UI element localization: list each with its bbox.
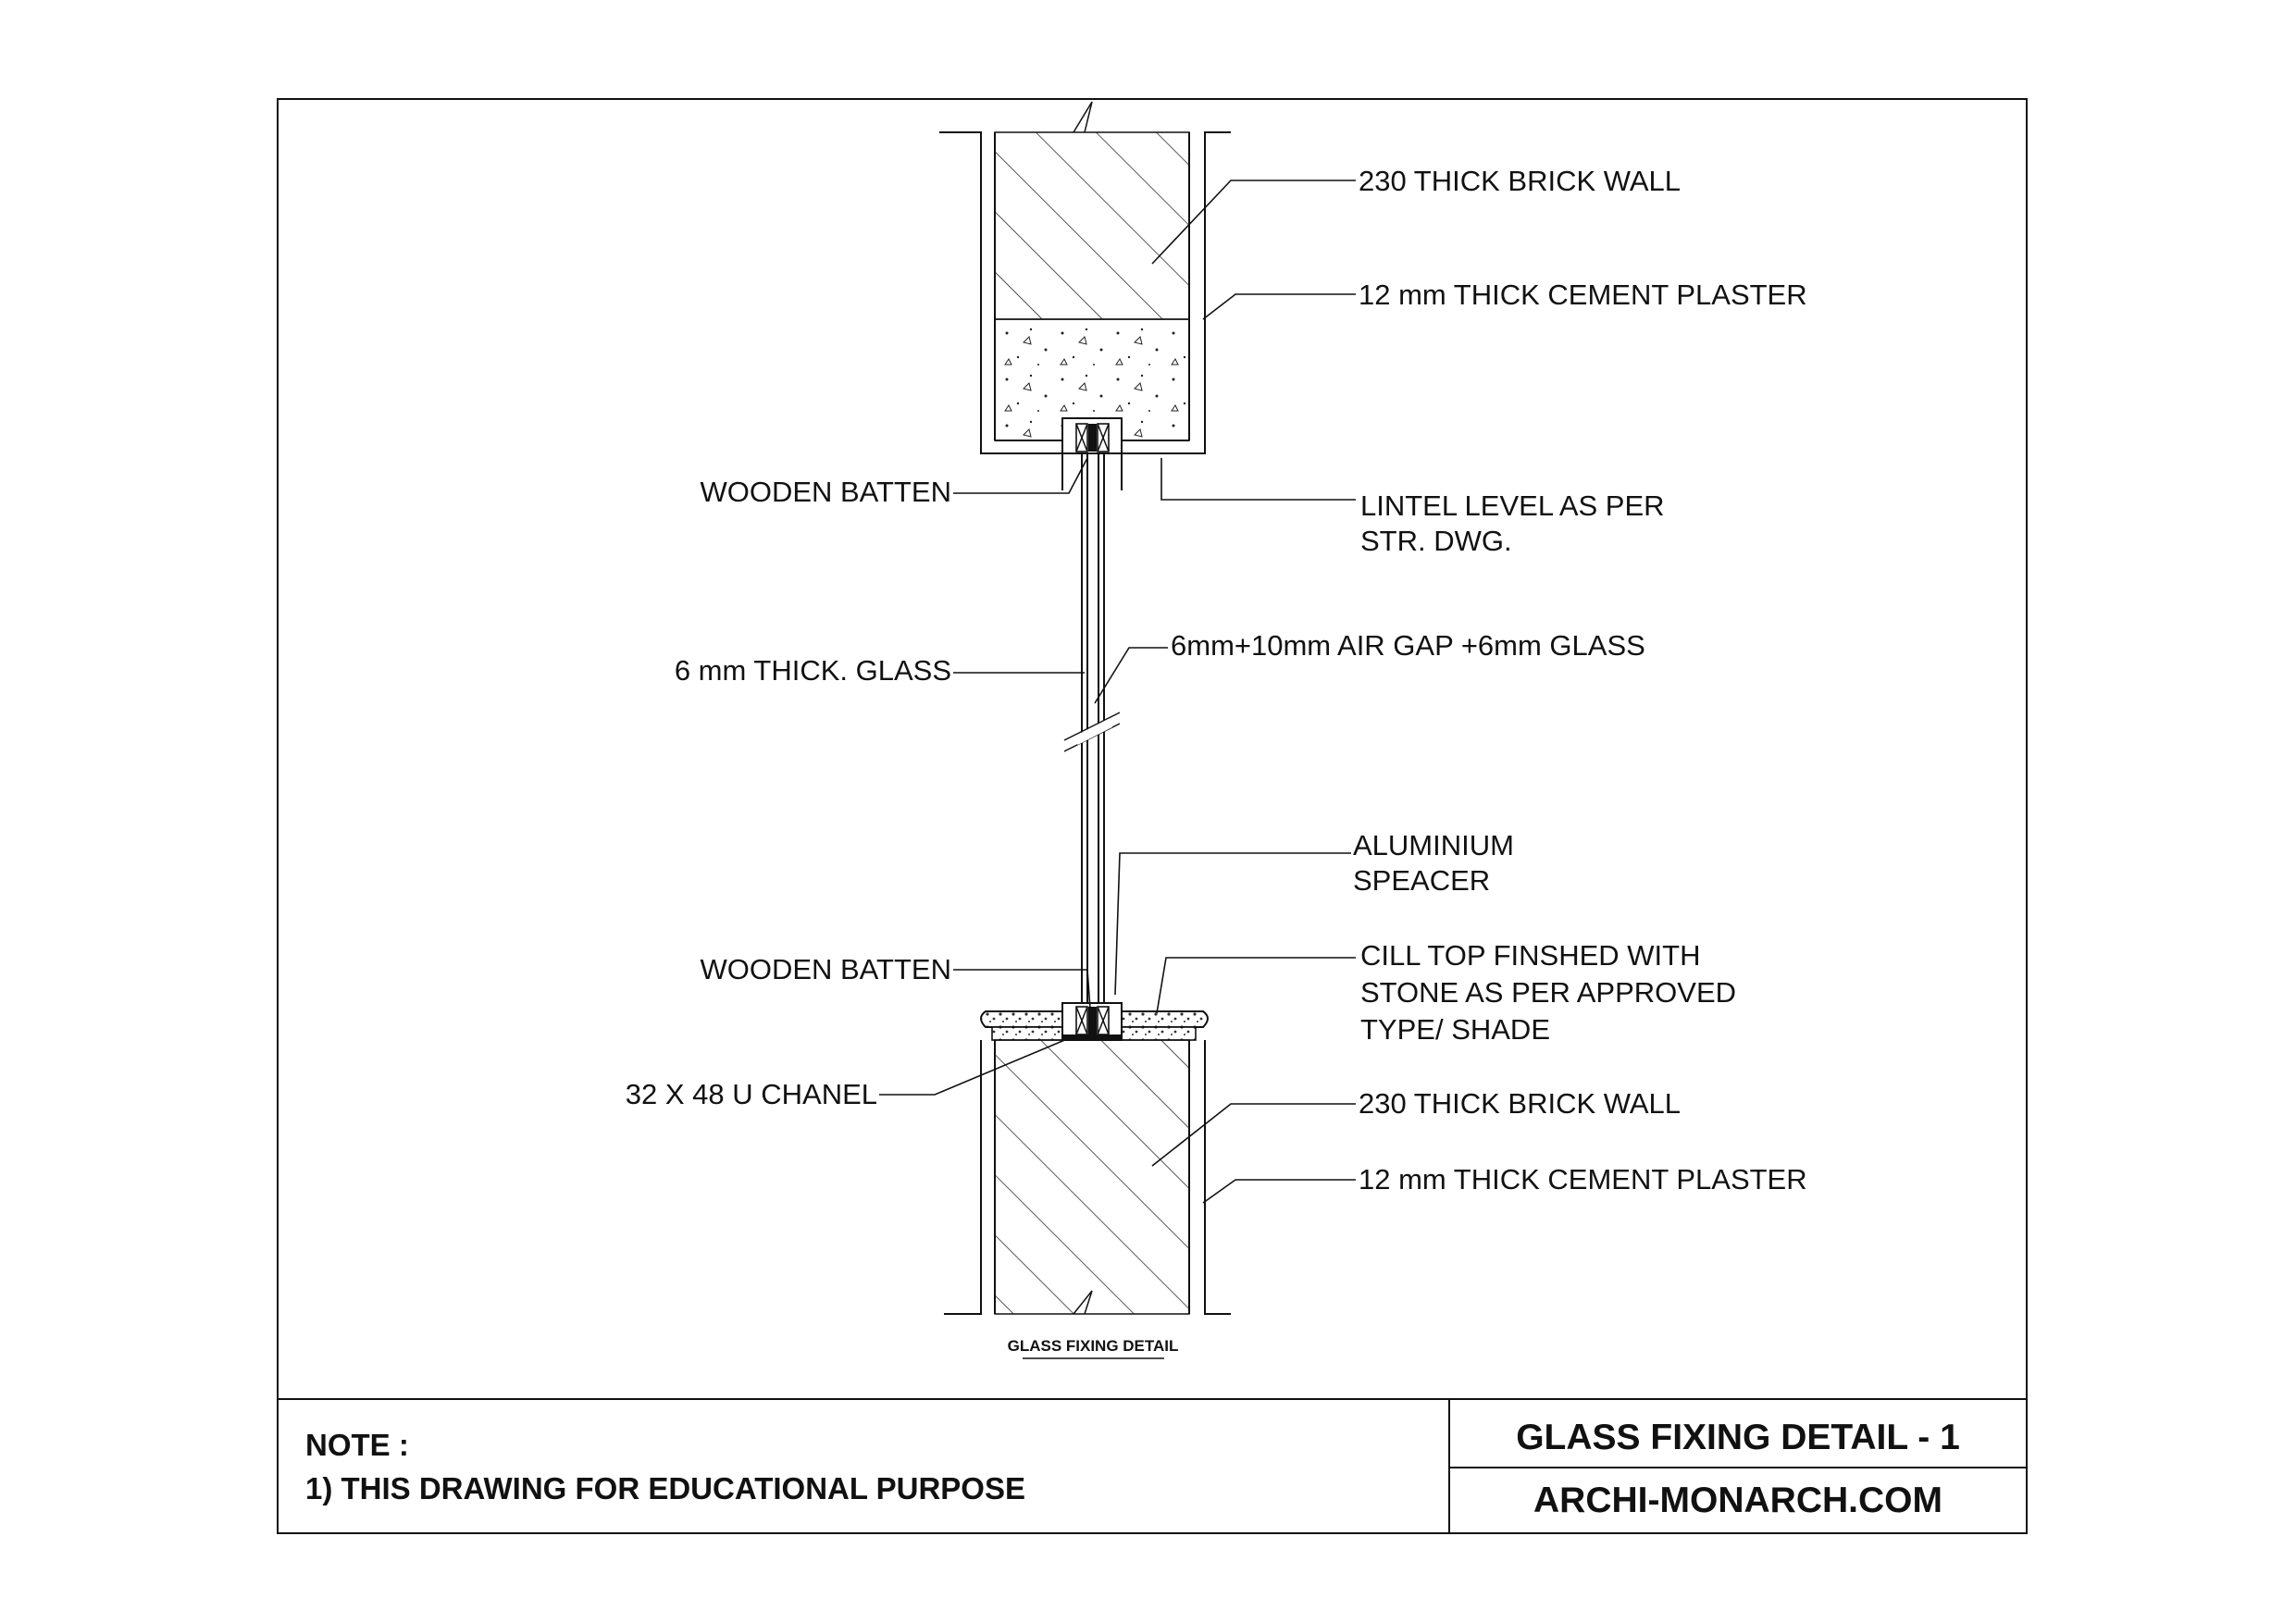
label-plaster-top: 12 mm THICK CEMENT PLASTER — [1359, 279, 1807, 311]
label-brick-wall-bottom: 230 THICK BRICK WALL — [1359, 1087, 1682, 1120]
label-aluminium-line2: SPEACER — [1353, 864, 1491, 897]
note-line-1: 1) THIS DRAWING FOR EDUCATIONAL PURPOSE — [305, 1471, 1025, 1505]
bottom-brick-wall — [944, 1003, 1231, 1314]
label-cill-line2: STONE AS PER APPROVED — [1360, 976, 1737, 1009]
label-plaster-bottom: 12 mm THICK CEMENT PLASTER — [1359, 1163, 1807, 1196]
drawing-caption: GLASS FIXING DETAIL — [1007, 1337, 1179, 1355]
label-aluminium-line1: ALUMINIUM — [1353, 829, 1514, 861]
note-heading: NOTE : — [305, 1428, 409, 1462]
label-wooden-batten-bottom: WOODEN BATTEN — [700, 953, 951, 985]
label-lintel-line1: LINTEL LEVEL AS PER — [1360, 489, 1665, 522]
label-cill-line1: CILL TOP FINSHED WITH — [1360, 939, 1701, 972]
label-glass-6mm: 6 mm THICK. GLASS — [674, 654, 951, 687]
label-brick-wall-top: 230 THICK BRICK WALL — [1359, 165, 1682, 197]
label-lintel-line2: STR. DWG. — [1360, 525, 1512, 557]
double-glass-unit — [1064, 453, 1120, 1004]
top-brick-wall — [939, 102, 1231, 490]
website-label: ARCHI-MONARCH.COM — [1533, 1481, 1942, 1520]
label-air-gap: 6mm+10mm AIR GAP +6mm GLASS — [1171, 629, 1645, 662]
label-wooden-batten-top: WOODEN BATTEN — [700, 476, 951, 508]
label-u-channel: 32 X 48 U CHANEL — [625, 1078, 877, 1110]
drawing-title: GLASS FIXING DETAIL - 1 — [1516, 1418, 1960, 1457]
label-cill-line3: TYPE/ SHADE — [1360, 1013, 1550, 1046]
